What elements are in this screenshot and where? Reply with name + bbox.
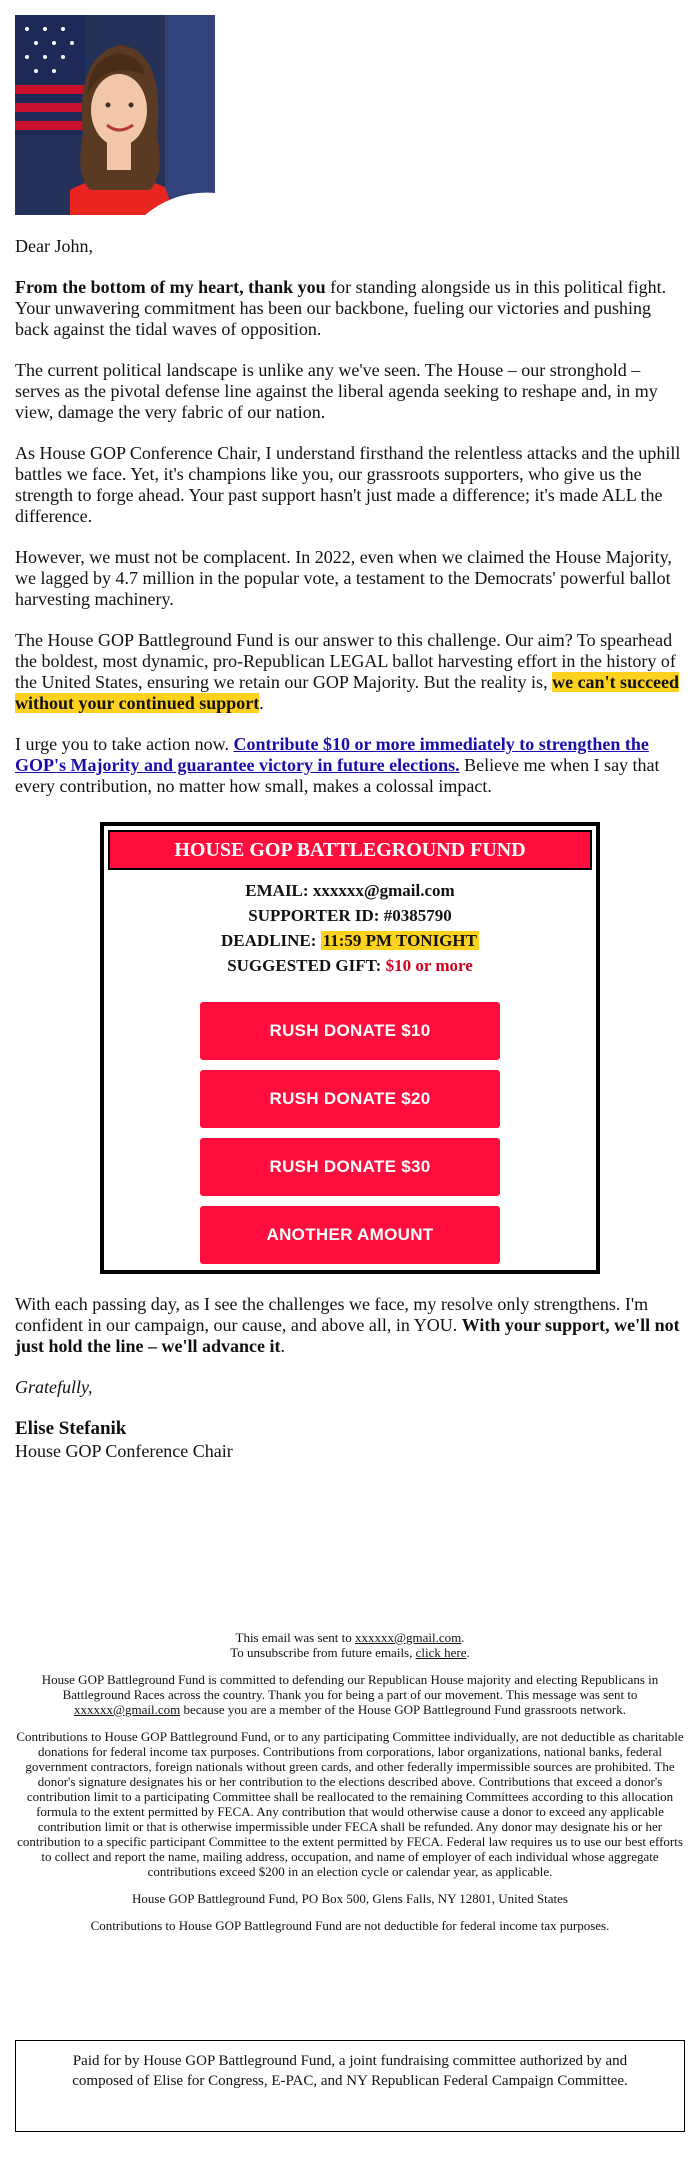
signer-title: House GOP Conference Chair [15,1441,233,1461]
not-deductible-notice: Contributions to House GOP Battleground Fund are not deductible for federal income tax purposes. [90,1918,610,1933]
mailing-address: House GOP Battleground Fund, PO Box 500, Glens Falls, NY 12801, United States [132,1891,568,1906]
gift-label: SUGGESTED GIFT: [227,956,386,975]
mission-b: because you are a member of the House GOP Battleground Fund grassroots network. [180,1702,626,1717]
sent-suffix: . [461,1630,465,1645]
donate-30-button[interactable]: RUSH DONATE $30 [200,1138,500,1196]
email-label: EMAIL: [245,881,313,900]
portrait-image [15,15,215,215]
supporter-value: #0385790 [383,906,452,925]
thanks-text: for standing alongside us in this political fight. Your unwavering commitment has been our backbone, fueling our victories and pushing back against the tidal waves of opposition. [15,277,667,339]
unsub-prefix: To unsubscribe from future emails, [230,1645,416,1660]
legal-disclaimer: Contributions to House GOP Battleground Fund, or to any participating Committee individually, are not deductible as charitable donations for federal income tax purposes. Contributions from corporations, labor organizations, national banks, federal government contractors, foreign nationals without green cards, and other federally impermissible sources are prohibited. The donor's signature designates his or her contribution to the elections described above. Contributions that exceed a donor's contribution limit to a participating Committee shall be reallocated to the remaining Committees according to this allocation formula to the extent permitted by FECA. Any contribution that would otherwise cause a donor to exceed any applicable contribution limit or that is otherwise impermissible under FECA shall be refunded. Any donor may designate his or her contribution to a specific participant Committee to the extent permitted by FECA. Federal law requires us to use our best efforts to collect and report the name, mailing address, occupation, and name of employer of each individual whose aggregate contributions exceed $200 in an election cycle or calendar year, as applicable. [16,1729,684,1879]
donation-box-title: HOUSE GOP BATTLEGROUND FUND [108,830,592,870]
email-body [15,15,685,817]
urge-text: I urge you to take action now. [15,734,234,754]
sent-to-line [15,1630,685,1660]
resolve-bold: With your support, we'll not just hold the line – we'll advance it [15,1315,680,1356]
mission-text [15,1672,685,1717]
paragraph-resolve [15,1294,685,1357]
paragraph-fund [15,630,685,714]
urge-rest: Believe me when I say that every contribution, no matter how small, makes a colossal impact. [15,755,660,796]
header-photo [15,15,215,215]
unsub-suffix: . [466,1645,470,1660]
resolve-end: . [280,1336,286,1356]
support-highlight: we can't succeed without your continued support [15,672,680,713]
unsubscribe-link[interactable]: click here [415,1645,467,1660]
donate-20-button[interactable]: RUSH DONATE $20 [200,1070,500,1128]
paragraph-chair: As House GOP Conference Chair, I understand firsthand the relentless attacks and the uphill battles we face. Yet, it's champions like you, our grassroots supporters, who give us the strength to forge ahead. Your past support hasn't just made a difference; it's made ALL the difference. [15,443,681,526]
fund-end: . [259,693,264,713]
deadline-value: 11:59 PM TONIGHT [322,931,477,950]
closing-text: Gratefully, [15,1377,93,1397]
supporter-label: SUPPORTER ID: [248,906,384,925]
thanks-bold: From the bottom of my heart, thank you [15,277,326,297]
deadline-label: DEADLINE: [221,931,321,950]
another-amount-button[interactable]: ANOTHER AMOUNT [200,1206,500,1264]
closing-section [15,1294,685,1462]
donate-10-button[interactable]: RUSH DONATE $10 [200,1002,500,1060]
contribute-link[interactable]: Contribute $10 or more immediately to strengthen the GOP's Majority and guarantee victory in future elections. [15,734,649,775]
email-value: xxxxxx@gmail.com [312,881,455,900]
donation-box [100,822,600,1274]
paid-for-disclaimer: Paid for by House GOP Battleground Fund, a joint fundraising committee authorized by and composed of Elise for Congress, E-PAC, and NY Republican Federal Campaign Committee. [15,2040,685,2132]
sent-prefix: This email was sent to [235,1630,356,1645]
paragraph-thanks [15,277,685,340]
donate-buttons [104,978,596,1264]
donation-box-details [104,874,596,1264]
email-footer [15,1630,685,1945]
paragraph-urge [15,734,685,797]
email-line [104,878,596,903]
mission-email-link[interactable]: xxxxxx@gmail.com [74,1702,181,1717]
greeting: Dear John, [15,236,93,256]
paragraph-landscape: The current political landscape is unlike any we've seen. The House – our stronghold – serves as the pivotal defense line against the liberal agenda seeking to reshape and, in my view, damage the very fabric of our nation. [15,360,658,422]
gift-value: $10 or more [385,956,473,975]
mission-a: House GOP Battleground Fund is committed to defending our Republican House majority and electing Republicans in Battleground Races across the country. Thank you for being a part of our movement. This message was sent to [41,1672,659,1702]
paragraph-complacent: However, we must not be complacent. In 2022, even when we claimed the House Majority, we lagged by 4.7 million in the popular vote, a testament to the Democrats' powerful ballot harvesting machinery. [15,547,672,609]
resolve-text: With each passing day, as I see the challenges we face, my resolve only strengthens. I'm confident in our campaign, our cause, and above all, in YOU. [15,1294,649,1335]
deadline-line [104,928,596,953]
supporter-line [104,903,596,928]
closing-word [15,1377,685,1398]
gift-line [104,953,596,978]
signer-name: Elise Stefanik [15,1418,127,1439]
fund-text: The House GOP Battleground Fund is our answer to this challenge. Our aim? To spearhead the boldest, most dynamic, pro-Republican LEGAL ballot harvesting effort in the history of the United States, ensuring we retain our GOP Majority. But the reality is, [15,630,676,692]
sent-email-link[interactable]: xxxxxx@gmail.com [355,1630,462,1645]
